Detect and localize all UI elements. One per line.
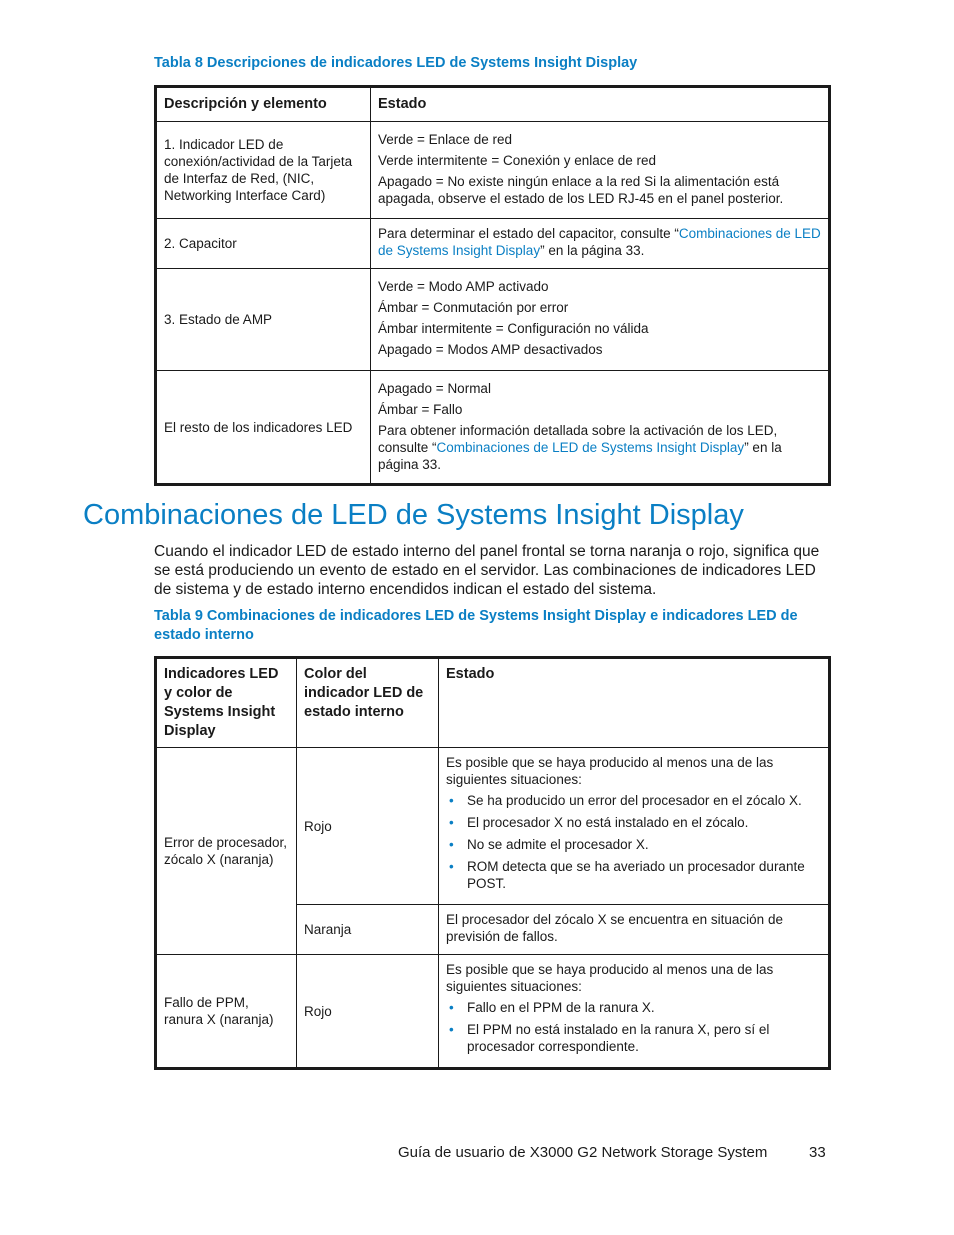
status-line: Verde = Enlace de red xyxy=(378,132,512,147)
status-line: Apagado = Modos AMP desactivados xyxy=(378,342,603,357)
status-line: Apagado = No existe ningún enlace a la red Si la alimentación está apagada, observe el estado de los LED RJ-45 en el panel posterior. xyxy=(378,174,784,206)
table8 xyxy=(154,85,831,486)
table9-row1-status xyxy=(439,748,830,905)
status-line: Ámbar = Fallo xyxy=(378,402,463,417)
bullet-icon: • xyxy=(449,859,454,874)
status-line: Verde intermitente = Conexión y enlace de red xyxy=(378,153,657,168)
table9-row2-status xyxy=(439,955,830,1069)
status-line: Ámbar intermitente = Configuración no válida xyxy=(378,321,649,336)
table8-row2-item: 2. Capacitor xyxy=(156,219,371,269)
list-item: • El procesador X no está instalado en el zócalo. xyxy=(449,815,749,830)
section-heading: Combinaciones de LED de Systems Insight Display xyxy=(83,499,744,531)
status-list xyxy=(446,792,821,892)
list-item: • Se ha producido un error del procesador en el zócalo X. xyxy=(449,793,802,808)
table8-header-item: Descripción y elemento xyxy=(156,87,371,122)
table9-header-status: Estado xyxy=(439,658,830,748)
table9-row1b-color: Naranja xyxy=(297,905,439,955)
section-intro: Cuando el indicador LED de estado interno del panel frontal se torna naranja o rojo, significa que se está produciendo un evento de estado en el servidor. Las combinaciones de indicadores LED de sistema y de estado interno encendidos indican el estado del sistema. xyxy=(154,543,820,598)
table9 xyxy=(154,656,831,1070)
status-list xyxy=(446,999,821,1055)
bullet-icon: • xyxy=(449,1000,454,1015)
table9-row2-indicator: Fallo de PPM, ranura X (naranja) xyxy=(156,955,297,1069)
status-line: Apagado = Normal xyxy=(378,381,491,396)
list-item: • Fallo en el PPM de la ranura X. xyxy=(449,1000,655,1015)
bullet-icon: • xyxy=(449,793,454,808)
table9-header-internal-color: Color del indicador LED de estado interno xyxy=(297,658,439,748)
bullet-icon: • xyxy=(449,815,454,830)
table8-caption: Tabla 8 Descripciones de indicadores LED de Systems Insight Display xyxy=(154,55,638,71)
status-intro: Es posible que se haya producido al menos una de las siguientes situaciones: xyxy=(446,755,774,787)
status-line: Verde = Modo AMP activado xyxy=(378,279,549,294)
footer-document-title: Guía de usuario de X3000 G2 Network Storage System xyxy=(398,1144,768,1161)
table8-row4-status xyxy=(371,371,830,485)
table8-row4-item: El resto de los indicadores LED xyxy=(156,371,371,485)
table9-header-indicator: Indicadores LED y color de Systems Insight Display xyxy=(156,658,297,748)
table8-row3-item: 3. Estado de AMP xyxy=(156,269,371,371)
page-number: 33 xyxy=(809,1144,826,1161)
table9-row1-indicator: Error de procesador, zócalo X (naranja) xyxy=(156,748,297,955)
bullet-icon: • xyxy=(449,1022,454,1037)
table8-row1-status xyxy=(371,122,830,219)
table8-row3-status xyxy=(371,269,830,371)
cross-reference-link[interactable]: Combinaciones de LED de Systems Insight Display xyxy=(378,226,821,258)
cross-reference-link[interactable]: Combinaciones de LED de Systems Insight Display xyxy=(436,440,745,455)
table8-header-status: Estado xyxy=(371,87,830,122)
table9-caption: Tabla 9 Combinaciones de indicadores LED de Systems Insight Display e indicadores LED de estado interno xyxy=(154,608,798,643)
table9-row1-color: Rojo xyxy=(297,748,439,905)
table9-row2-color: Rojo xyxy=(297,955,439,1069)
table9-row1b-status: El procesador del zócalo X se encuentra en situación de previsión de fallos. xyxy=(439,905,830,955)
status-paragraph: Para obtener información detallada sobre la activación de los LED, consulte “Combinaciones de LED de Systems Insight Display” en la página 33. xyxy=(378,423,782,472)
table8-row1-item: 1. Indicador LED de conexión/actividad de la Tarjeta de Interfaz de Red, (NIC, Networking Interface Card) xyxy=(156,122,371,219)
bullet-icon: • xyxy=(449,837,454,852)
list-item: • No se admite el procesador X. xyxy=(449,837,649,852)
table8-row2-status: Para determinar el estado del capacitor, consulte “Combinaciones de LED de Systems Insight Display” en la página 33. xyxy=(371,219,830,269)
status-line: Ámbar = Conmutación por error xyxy=(378,300,569,315)
list-item: • El PPM no está instalado en la ranura X, pero sí el procesador correspondiente. xyxy=(449,1022,770,1054)
status-intro: Es posible que se haya producido al menos una de las siguientes situaciones: xyxy=(446,962,774,994)
list-item: • ROM detecta que se ha averiado un procesador durante POST. xyxy=(449,859,805,891)
